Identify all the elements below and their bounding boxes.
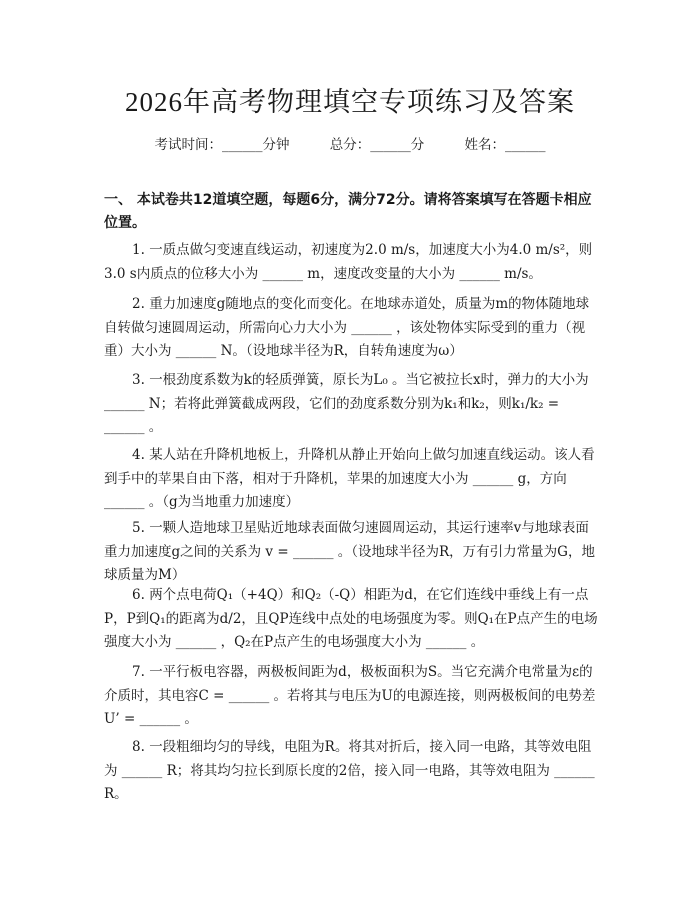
question-7 [104, 661, 601, 732]
question-3 [104, 369, 601, 440]
question-8 [104, 736, 601, 807]
section-heading: 一、 本试卷共12道填空题，每题6分，满分72分。请将答案填写在答题卡相应位置。 [104, 192, 592, 231]
question-number: 3. [132, 372, 145, 388]
question-text: 两个点电荷Q₁（+4Q）和Q₂（-Q）相距为d，在它们连线中垂线上有一点P，P到Q₁的距离为d/2，且QP连线中点处的电场强度为零。则Q₁在P点产生的电场强度大小为 ______ ，Q₂在P点产生的电场强度大小为 ______ 。 [104, 587, 598, 650]
question-5 [104, 517, 601, 588]
question-number: 8. [132, 739, 145, 755]
question-text: 一平行板电容器，两极板间距为d，极板面积为S。当它充满介电常量为ε的介质时，其电容C = ______ 。若将其与电压为U的电源连接，则两极板间的电势差U’ = ______ 。 [104, 664, 596, 727]
question-4 [104, 444, 601, 515]
question-1 [104, 239, 601, 286]
question-2 [104, 293, 601, 364]
question-number: 1. [132, 242, 145, 258]
name-label: 姓名：______ [464, 137, 546, 153]
question-6 [104, 584, 601, 655]
question-number: 2. [132, 296, 145, 312]
page-title: 2026年高考物理填空专项练习及答案 [125, 87, 575, 117]
exam-meta [0, 133, 700, 153]
question-text: 重力加速度g随地点的变化而变化。在地球赤道处，质量为m的物体随地球自转做匀速圆周运动，所需向心力大小为 ______ ，该处物体实际受到的重力（视重）大小为 ______ N。（设地球半径为R，自转角速度为ω） [104, 296, 590, 359]
question-text: 一根劲度系数为k的轻质弹簧，原长为L₀ 。当它被拉长x时，弹力的大小为 ______ N；若将此弹簧截成两段，它们的劲度系数分别为k₁和k₂，则k₁/k₂ = ______ 。 [104, 372, 589, 435]
exam-time-label: 考试时间：______分钟 [154, 137, 290, 153]
question-number: 6. [132, 587, 145, 603]
question-text: 某人站在升降机地板上，升降机从静止开始向上做匀加速直线运动。该人看到手中的苹果自由下落，相对于升降机，苹果的加速度大小为 ______ g，方向 ______ 。（g为当地重力加速度） [104, 447, 595, 510]
question-number: 7. [132, 664, 145, 680]
question-text: 一质点做匀变速直线运动，初速度为2.0 m/s，加速度大小为4.0 m/s²，则3.0 s内质点的位移大小为 ______ m，速度改变量的大小为 ______ m/s。 [104, 242, 593, 282]
question-text: 一段粗细均匀的导线，电阻为R。将其对折后，接入同一电路，其等效电阻为 ______ R；将其均匀拉长到原长度的2倍，接入同一电路，其等效电阻为 ______ R。 [104, 739, 595, 802]
question-number: 4. [132, 447, 145, 463]
total-score-label: 总分：______分 [329, 137, 425, 153]
question-number: 5. [132, 520, 145, 536]
question-text: 一颗人造地球卫星贴近地球表面做匀速圆周运动，其运行速率v与地球表面重力加速度g之间的关系为 v = ______ 。（设地球半径为R，万有引力常量为G，地球质量为M） [104, 520, 595, 583]
